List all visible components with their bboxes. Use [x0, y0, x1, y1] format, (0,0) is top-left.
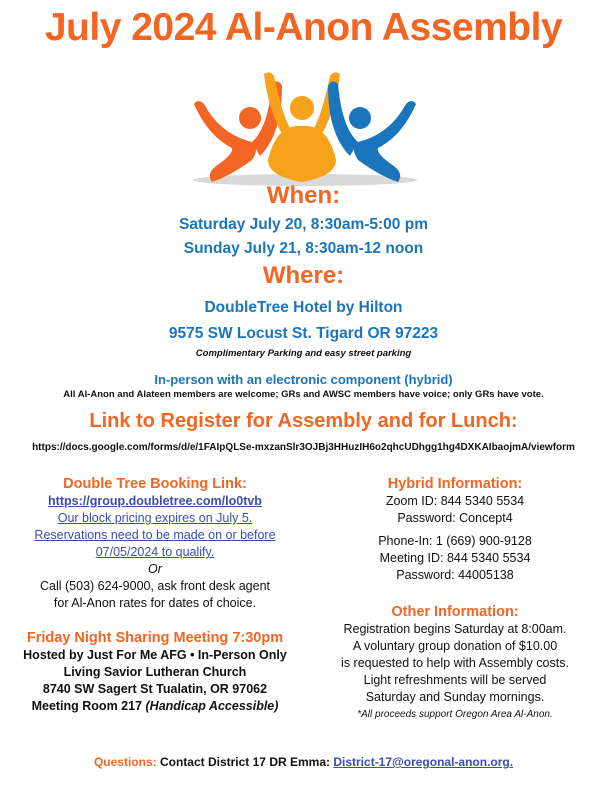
friday-host: Hosted by Just For Me AFG • In-Person Only: [23, 648, 287, 662]
booking-note-3: 07/05/2024 to qualify.: [95, 545, 215, 559]
other-line-3: is requested to help with Assembly costs.: [341, 656, 569, 670]
hybrid-password-1: Password: Concept4: [397, 511, 513, 525]
other-line-2: A voluntary group donation of $10.00: [352, 639, 558, 653]
friday-heading: Friday Night Sharing Meeting 7:30pm: [26, 630, 284, 646]
questions-email[interactable]: District-17@oregonal-anon.org.: [333, 755, 514, 769]
three-people-raised-arms-icon: [190, 64, 420, 189]
friday-church: Living Savior Lutheran Church: [63, 665, 247, 679]
booking-or: Or: [148, 562, 162, 576]
membership-note: All Al-Anon and Alateen members are welcome; GRs and AWSC members have voice; only GRs have vote.: [63, 389, 544, 400]
hybrid-meeting-id: Meeting ID: 844 5340 5534: [379, 551, 531, 565]
where-venue: DoubleTree Hotel by Hilton: [204, 299, 403, 316]
when-sunday: Sunday July 21, 8:30am-12 noon: [183, 240, 424, 257]
other-line-4: Light refreshments will be served: [363, 673, 547, 687]
hybrid-phone: Phone-In: 1 (669) 900-9128: [378, 534, 532, 548]
other-line-6: *All proceeds support Oregon Area Al-Anon.: [357, 709, 553, 720]
hybrid-zoom-id: Zoom ID: 844 5340 5534: [385, 494, 525, 508]
other-line-1: Registration begins Saturday at 8:00am.: [343, 622, 567, 636]
booking-section: [0, 476, 310, 612]
hybrid-heading: Hybrid Information:: [387, 476, 523, 492]
booking-note-1: Our block pricing expires on July 5.: [57, 511, 253, 525]
booking-note-2: Reservations need to be made on or before: [34, 528, 276, 542]
friday-accessible: (Handicap Accessible): [145, 699, 279, 713]
booking-heading: Double Tree Booking Link:: [63, 476, 247, 492]
when-saturday: Saturday July 20, 8:30am-5:00 pm: [179, 216, 428, 233]
hybrid-format-heading: In-person with an electronic component (hybrid): [154, 372, 453, 387]
friday-room: Meeting Room 217: [31, 699, 143, 713]
questions-line: [0, 755, 607, 769]
questions-label: Questions:: [93, 755, 157, 769]
friday-address: 8740 SW Sagert St Tualatin, OR 97062: [42, 682, 268, 696]
booking-link[interactable]: https://group.doubletree.com/lo0tvb: [48, 494, 262, 508]
where-heading: Where:: [262, 262, 345, 289]
register-heading: Link to Register for Assembly and for Lunch:: [89, 410, 518, 432]
parking-note: Complimentary Parking and easy street parking: [195, 348, 412, 359]
register-url[interactable]: https://docs.google.com/forms/d/e/1FAIpQLSe-mxzanSlr3OJBj3HHuzIH6o2qhcUDhgg1hg4DXKAIbaojmA/viewform: [32, 442, 575, 453]
page-title: July 2024 Al-Anon Assembly: [44, 6, 563, 49]
friday-section: [0, 630, 310, 715]
other-section: [305, 604, 605, 723]
where-address: 9575 SW Locust St. Tigard OR 97223: [168, 325, 439, 342]
questions-text: Contact District 17 DR Emma:: [159, 755, 330, 769]
hybrid-section: [305, 476, 605, 584]
when-heading: When:: [266, 182, 341, 209]
hybrid-password-2: Password: 44005138: [396, 568, 514, 582]
booking-call-2: for Al-Anon rates for dates of choice.: [53, 596, 257, 610]
other-heading: Other Information:: [391, 604, 519, 620]
booking-call-1: Call (503) 624-9000, ask front desk agent: [40, 579, 270, 593]
other-line-5: Saturday and Sunday mornings.: [365, 690, 545, 704]
